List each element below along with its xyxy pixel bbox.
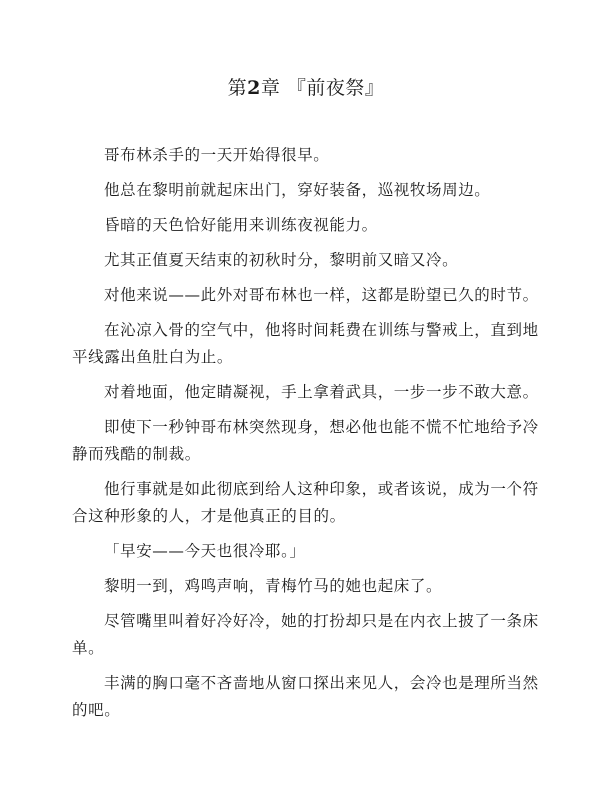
chapter-prefix: 第 bbox=[227, 77, 248, 99]
paragraph: 「早安——今天也很冷耶。」 bbox=[104, 542, 306, 560]
paragraph: 黎明一到，鸡鸣声响，青梅竹马的她也起床了。 bbox=[104, 577, 443, 595]
paragraph: 哥布林杀手的一天开始得很早。 bbox=[104, 146, 330, 164]
chapter-number: 2 bbox=[247, 77, 261, 99]
paragraph: 他总在黎明前就起床出门，穿好装备，巡视牧场周边。 bbox=[104, 181, 491, 199]
paragraph: 丰满的胸口毫不吝啬地从窗口探出来见人，会冷也是理所当然的吧。 bbox=[72, 674, 539, 719]
chapter-title bbox=[0, 76, 612, 100]
chapter-body bbox=[72, 142, 542, 732]
chapter-suffix: 章 『前夜祭』 bbox=[260, 77, 385, 99]
paragraph: 尽管嘴里叫着好冷好冷，她的打扮却只是在内衣上披了一条床单。 bbox=[72, 612, 539, 657]
paragraph: 尤其正值夏天结束的初秋时分，黎明前又暗又冷。 bbox=[104, 251, 459, 269]
paragraph: 在沁凉入骨的空气中，他将时间耗费在训练与警戒上，直到地平线露出鱼肚白为止。 bbox=[72, 321, 539, 366]
paragraph: 昏暗的天色恰好能用来训练夜视能力。 bbox=[104, 216, 378, 234]
paragraph: 对着地面，他定睛凝视，手上拿着武具，一步一步不敢大意。 bbox=[104, 383, 539, 401]
paragraph: 他行事就是如此彻底到给人这种印象，或者该说，成为一个符合这种形象的人，才是他真正的目的。 bbox=[72, 480, 539, 525]
paragraph: 即使下一秒钟哥布林突然现身，想必他也能不慌不忙地给予冷静而残酷的制裁。 bbox=[72, 418, 539, 463]
paragraph: 对他来说——此外对哥布林也一样，这都是盼望已久的时节。 bbox=[104, 286, 539, 304]
